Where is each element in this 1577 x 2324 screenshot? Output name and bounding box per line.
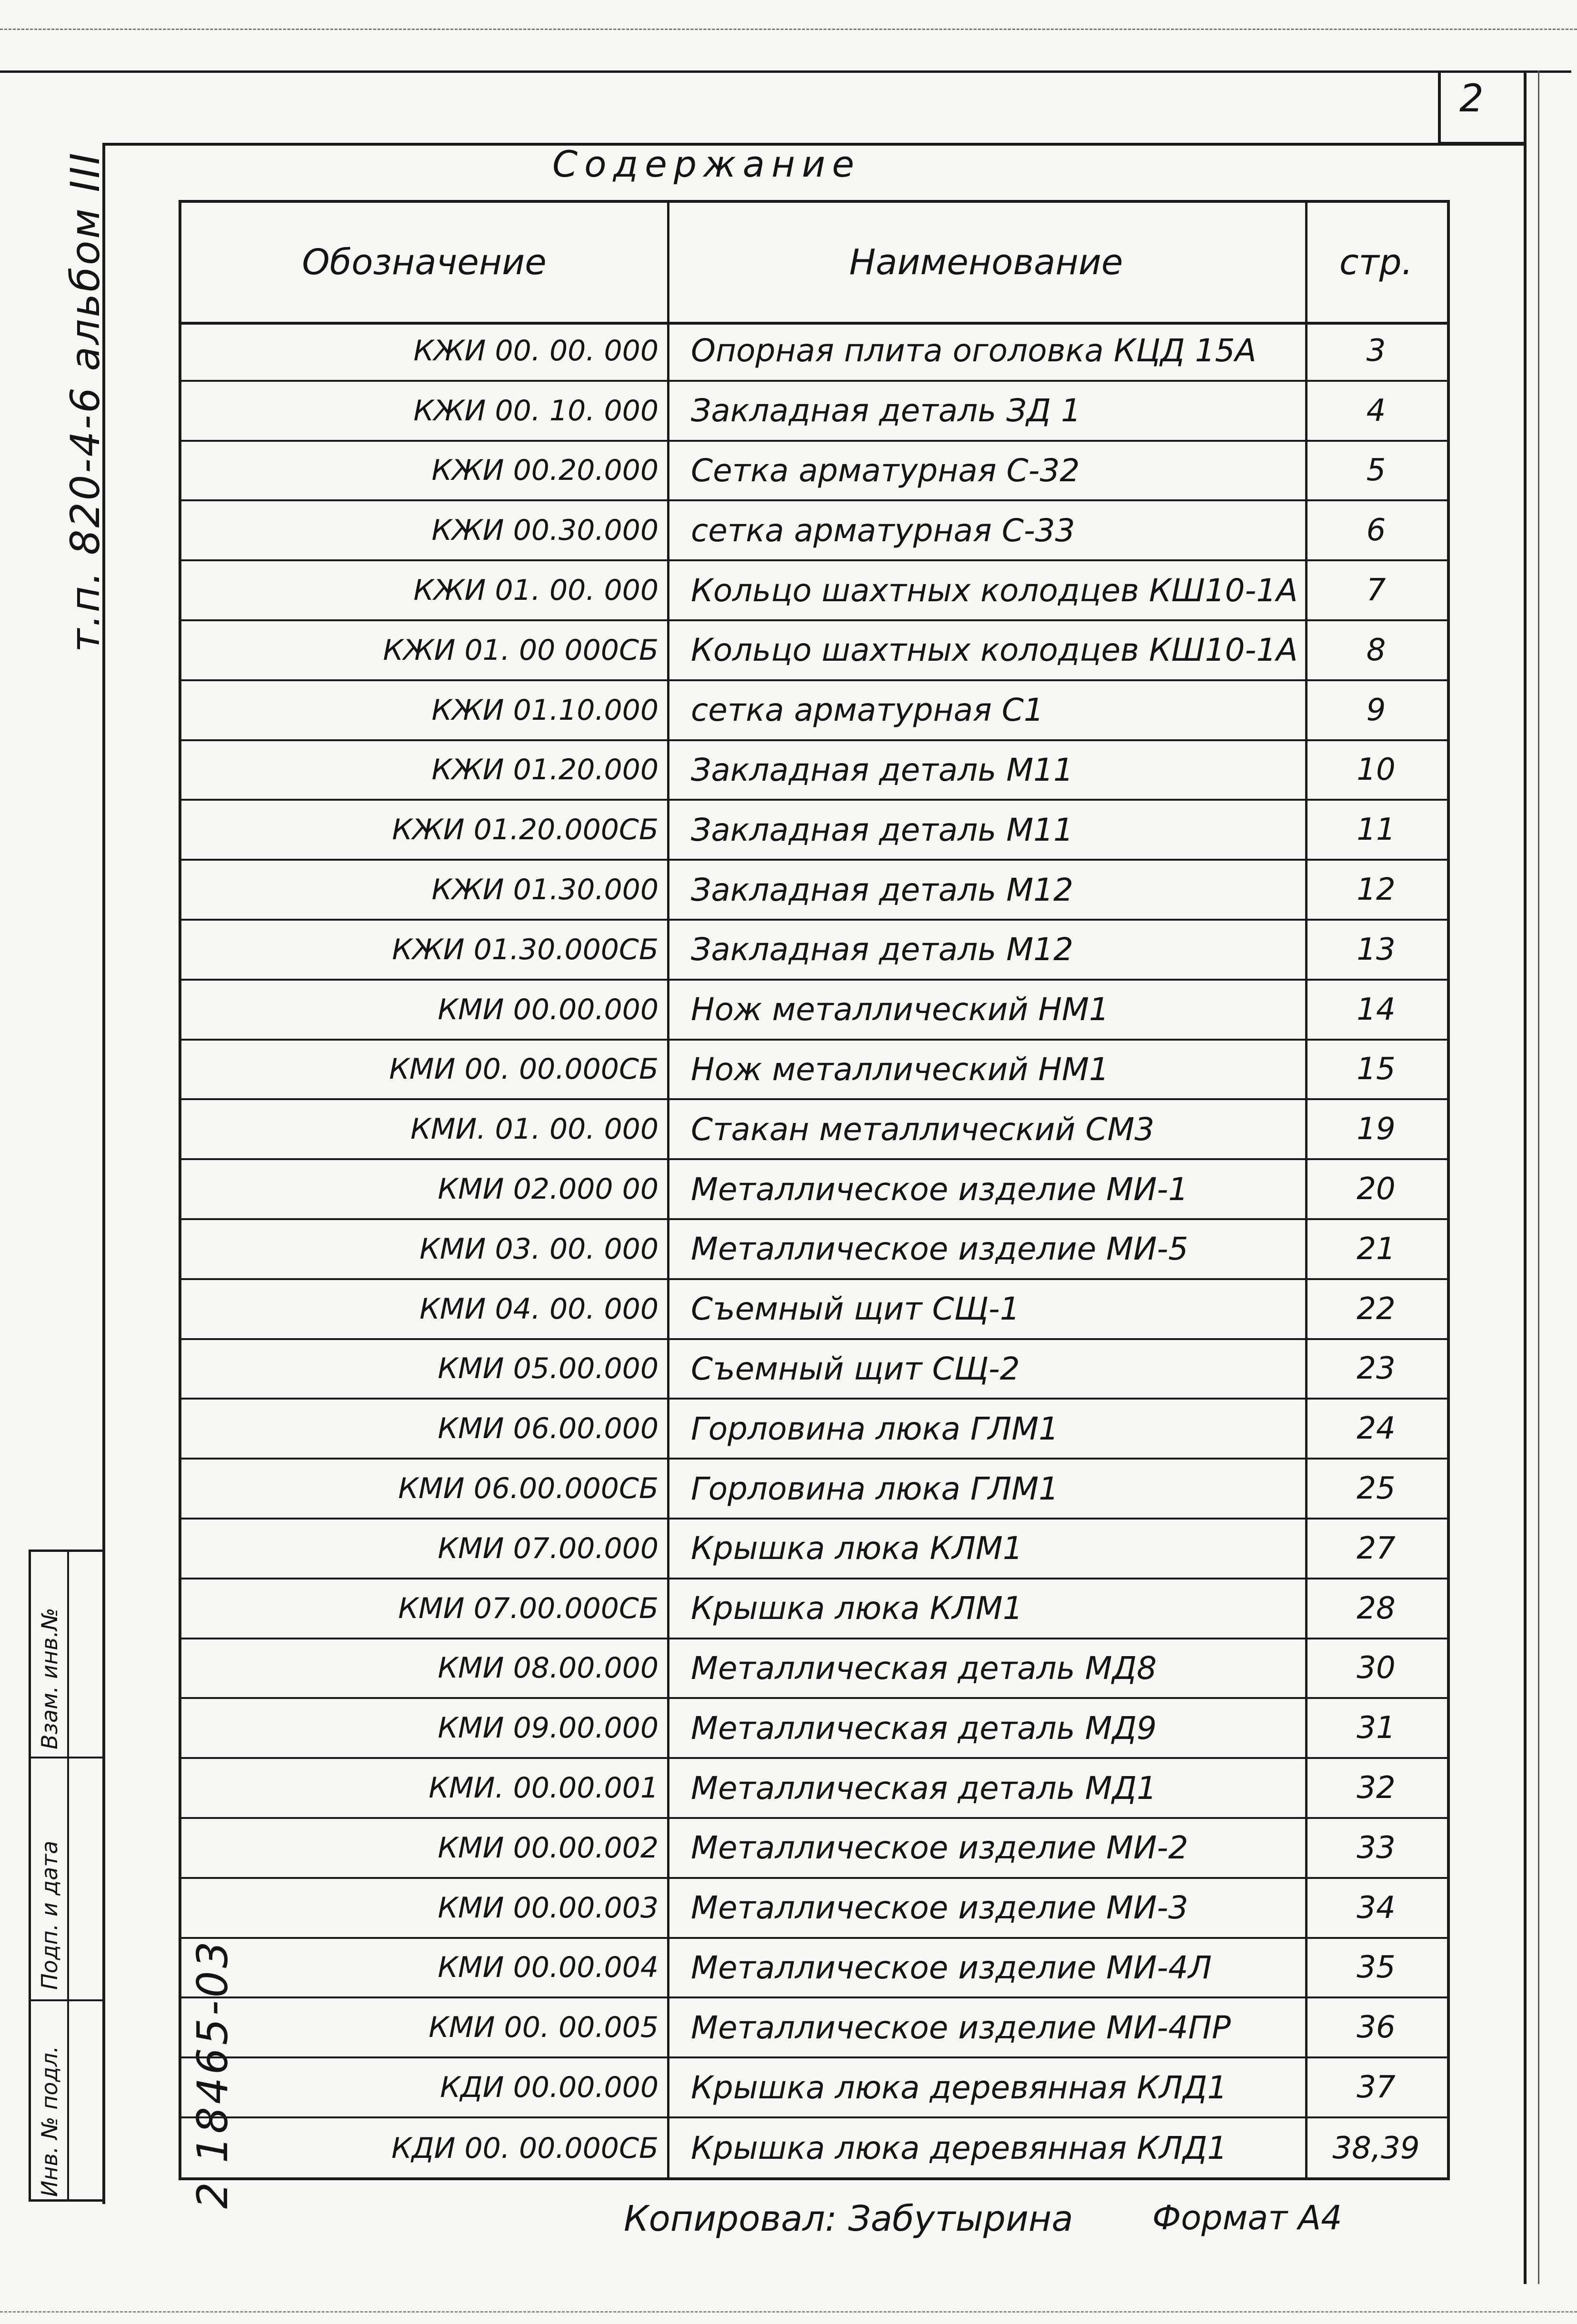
cell-designation: КМИ 06.00.000СБ (398, 1472, 659, 1506)
table-row (181, 2118, 1447, 2178)
table-row (181, 561, 1447, 621)
table-body (181, 322, 1447, 2178)
cell-page: 5 (1366, 453, 1386, 488)
cell-name: Крышка люка деревянная КЛД1 (691, 2130, 1228, 2167)
table-row (181, 1220, 1447, 1280)
table-row (181, 981, 1447, 1041)
cell-page: 28 (1357, 1590, 1396, 1626)
table-row (181, 1100, 1447, 1160)
table-row (181, 1160, 1447, 1220)
cell-name: Нож металлический НМ1 (691, 1051, 1109, 1088)
page-title: Содержание (552, 143, 861, 185)
cell-designation: КЖИ 01.30.000СБ (392, 933, 659, 966)
cell-designation: КЖИ 01. 00 000СБ (383, 633, 659, 667)
table-row (181, 1819, 1447, 1879)
table-row (181, 1879, 1447, 1939)
stamp-label-inventory: Инв. № подл. (37, 2046, 62, 2197)
cell-page: 20 (1357, 1172, 1396, 1207)
footer-format: Формат А4 (1152, 2198, 1342, 2237)
cell-page: 13 (1357, 932, 1396, 967)
cell-page: 38,39 (1332, 2130, 1420, 2166)
cell-designation: КМИ 07.00.000СБ (398, 1591, 659, 1625)
table-row (181, 1699, 1447, 1759)
cell-name: Металлическое изделие МИ-2 (691, 1829, 1188, 1867)
cell-name: Горловина люка ГЛМ1 (691, 1410, 1059, 1447)
table-row (181, 1639, 1447, 1699)
cell-page: 19 (1357, 1112, 1396, 1147)
cell-designation: КМИ 00. 00.000СБ (389, 1053, 659, 1086)
stamp-label-replacement: Взам. инв.№ (37, 1608, 62, 1749)
table-row (181, 501, 1447, 561)
stamp-divider (31, 1757, 105, 1758)
footer-copied-by: Копировал: Забутырина (624, 2198, 1073, 2239)
album-label: т.п. 820-4-6 альбом III (62, 151, 109, 652)
table-row (181, 1340, 1447, 1400)
stamp-box (29, 1549, 103, 2202)
cell-name: Металлическое изделие МИ-5 (691, 1231, 1188, 1268)
cell-designation: КЖИ 00. 00. 000 (413, 334, 659, 367)
cell-name: Крышка люка КЛМ1 (691, 1530, 1023, 1567)
cell-name: Кольцо шахтных колодцев КШ10-1А (691, 632, 1298, 669)
table-row (181, 1579, 1447, 1639)
cell-designation: КЖИ 01.20.000 (431, 753, 659, 787)
cell-page: 11 (1357, 812, 1396, 848)
page-number: 2 (1459, 76, 1484, 120)
table-row (181, 1460, 1447, 1520)
table-row (181, 1998, 1447, 2058)
document-number: 2 18465-03 (188, 1938, 237, 2209)
table-row (181, 621, 1447, 681)
cell-page: 27 (1357, 1530, 1396, 1566)
cell-designation: КЖИ 01.20.000СБ (392, 813, 659, 847)
table-row (181, 1759, 1447, 1819)
cell-name: Закладная деталь ЗД 1 (691, 392, 1081, 429)
cell-page: 12 (1357, 872, 1396, 908)
stamp-divider (67, 1552, 69, 2199)
cell-designation: КМИ 00.00.000 (438, 993, 659, 1026)
cell-page: 7 (1366, 573, 1386, 608)
cell-name: Закладная деталь М12 (691, 871, 1074, 908)
cell-designation: КМИ 03. 00. 000 (419, 1232, 659, 1266)
cell-designation: КМИ. 00.00.001 (429, 1771, 659, 1805)
cell-name: Сетка арматурная С-32 (691, 452, 1080, 489)
cell-name: Металлическая деталь МД9 (691, 1709, 1157, 1747)
header-page: стр. (1339, 242, 1413, 283)
cell-page: 35 (1357, 1950, 1396, 1986)
cell-page: 23 (1357, 1351, 1396, 1387)
cell-name: Закладная деталь М11 (691, 751, 1074, 788)
cell-page: 30 (1357, 1650, 1396, 1686)
cell-designation: КМИ 04. 00. 000 (419, 1292, 659, 1326)
cell-page: 37 (1357, 2070, 1396, 2105)
table-row (181, 442, 1447, 502)
stamp-label-signature: Подп. и дата (37, 1840, 62, 1990)
cell-page: 14 (1357, 992, 1396, 1027)
cell-page: 9 (1366, 692, 1386, 728)
cell-name: Нож металлический НМ1 (691, 991, 1109, 1028)
sheet-frame-right (1524, 70, 1527, 2284)
cell-page: 34 (1357, 1890, 1396, 1926)
cell-page: 3 (1366, 333, 1386, 368)
table-row (181, 1939, 1447, 1999)
table-row (181, 1280, 1447, 1340)
cell-name: Металлическое изделие МИ-4ПР (691, 2009, 1231, 2046)
table-row (181, 1400, 1447, 1460)
cell-page: 15 (1357, 1052, 1396, 1087)
table-row (181, 921, 1447, 981)
contents-table (179, 200, 1450, 2180)
table-row (181, 741, 1447, 801)
table-row (181, 2058, 1447, 2118)
table-row (181, 1041, 1447, 1101)
cell-name: сетка арматурная С-33 (691, 512, 1075, 549)
cell-page: 36 (1357, 2010, 1396, 2046)
cell-designation: КМИ 05.00.000 (438, 1352, 659, 1386)
cell-designation: КДИ 00. 00.000СБ (391, 2131, 659, 2165)
cell-page: 25 (1357, 1471, 1396, 1507)
sheet-frame-top (0, 70, 1571, 73)
cell-name: Закладная деталь М12 (691, 931, 1074, 968)
cell-name: Металлическое изделие МИ-4Л (691, 1949, 1212, 1986)
cell-designation: КМИ 00.00.004 (438, 1951, 659, 1985)
header-designation: Обозначение (302, 242, 547, 283)
cell-page: 32 (1357, 1770, 1396, 1806)
cell-name: сетка арматурная С1 (691, 692, 1044, 729)
cell-designation: КМИ 07.00.000 (438, 1531, 659, 1565)
cell-name: Стакан металлический СМ3 (691, 1111, 1155, 1148)
table-row (181, 1520, 1447, 1579)
cell-page: 8 (1366, 632, 1386, 668)
stamp-divider (31, 1999, 105, 2001)
cell-designation: КЖИ 01.30.000 (431, 873, 659, 907)
scan-artifact-line-bottom (0, 2311, 1577, 2313)
cell-page: 31 (1357, 1710, 1396, 1746)
table-row (181, 382, 1447, 442)
cell-page: 6 (1366, 513, 1386, 548)
cell-name: Закладная деталь М11 (691, 811, 1074, 848)
sheet-frame-right-edge (1538, 70, 1539, 2284)
table-row (181, 801, 1447, 861)
cell-designation: КМИ 02.000 00 (438, 1172, 659, 1206)
header-name: Наименование (849, 242, 1123, 283)
cell-designation: КЖИ 00. 10. 000 (413, 394, 659, 427)
cell-designation: КМИ 00. 00.005 (429, 2011, 659, 2045)
cell-page: 10 (1357, 752, 1396, 788)
scan-artifact-line-top (0, 29, 1577, 30)
cell-designation: КДИ 00.00.000 (440, 2071, 659, 2104)
cell-page: 24 (1357, 1411, 1396, 1447)
cell-page: 4 (1366, 393, 1386, 428)
table-row (181, 861, 1447, 921)
cell-designation: КМИ 09.00.000 (438, 1711, 659, 1745)
cell-designation: КЖИ 00.20.000 (431, 454, 659, 487)
cell-name: Кольцо шахтных колодцев КШ10-1А (691, 572, 1298, 609)
cell-name: Крышка люка КЛМ1 (691, 1590, 1023, 1627)
table-row (181, 681, 1447, 741)
cell-name: Крышка люка деревянная КЛД1 (691, 2069, 1228, 2106)
cell-name: Металлическая деталь МД1 (691, 1769, 1157, 1807)
cell-name: Съемный щит СЩ-2 (691, 1350, 1020, 1387)
cell-name: Горловина люка ГЛМ1 (691, 1470, 1059, 1507)
cell-page: 22 (1357, 1291, 1396, 1327)
cell-name: Опорная плита оголовка КЦД 15А (691, 332, 1257, 369)
cell-name: Металлическое изделие МИ-1 (691, 1171, 1188, 1208)
cell-designation: КЖИ 01.10.000 (431, 693, 659, 727)
cell-name: Металлическое изделие МИ-3 (691, 1889, 1188, 1927)
cell-designation: КМИ 06.00.000 (438, 1412, 659, 1446)
table-header (181, 203, 1447, 325)
cell-name: Металлическая деталь МД8 (691, 1649, 1157, 1687)
table-row (181, 322, 1447, 382)
cell-name: Съемный щит СЩ-1 (691, 1291, 1020, 1328)
cell-page: 21 (1357, 1231, 1396, 1267)
cell-page: 33 (1357, 1830, 1396, 1866)
cell-designation: КМИ 08.00.000 (438, 1651, 659, 1685)
cell-designation: КЖИ 01. 00. 000 (413, 574, 659, 607)
cell-designation: КЖИ 00.30.000 (431, 514, 659, 547)
cell-designation: КМИ. 01. 00. 000 (410, 1112, 659, 1146)
cell-designation: КМИ 00.00.002 (438, 1831, 659, 1865)
cell-designation: КМИ 00.00.003 (438, 1891, 659, 1925)
